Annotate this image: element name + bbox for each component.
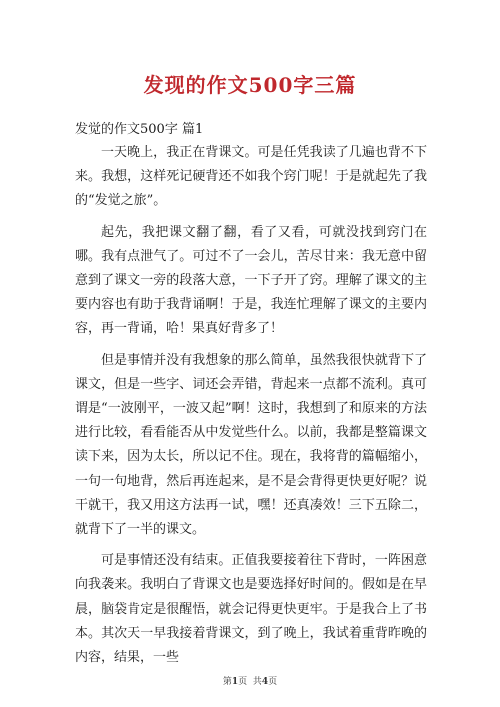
footer-mid: 页 共: [238, 677, 262, 687]
article-body: [75, 141, 427, 677]
footer-current-page: 1: [231, 677, 239, 687]
footer-suffix: 页: [268, 677, 278, 687]
footer-total-pages: 4: [261, 677, 269, 687]
document-title: 发现的作文500字三篇: [143, 73, 357, 97]
footer-prefix: 第: [222, 677, 232, 687]
paragraph-3: 但是事情并没有我想象的那么简单，虽然我很快就背下了课文，但是一些字、词还会弄错，背起来一点都不流利。真可谓是“一波刚平，一波又起”啊！这时，我想到了和原来的方法进行比较，看看能否从中发觉些什么。以前，我都是整篇课文读下来，因为太长，所以记不住。现在，我将背的篇幅缩小，一句一句地背，然后再连起来，是不是会背得更快更好呢？说干就干，我又用这方法再一试，嘿！还真凑效！三下五除二，就背下了一半的课文。: [75, 352, 427, 538]
paragraph-4: 可是事情还没有结束。正值我要接着往下背时，一阵困意向我袭来。我明白了背课文也是要选择好时间的。假如是在早晨，脑袋肯定是很醒悟，就会记得更快更牢。于是我合上了书本。其次天一早我接着背课文，到了晚上，我试着重背昨晚的内容，结果，一些: [75, 553, 427, 666]
paragraph-1: 一天晚上，我正在背课文。可是任凭我读了几遍也背不下来。我想，这样死记硬背还不如我个窍门呢！于是就起先了我的“发觉之旅”。: [75, 145, 427, 209]
section-heading: 发觉的作文500字 篇1: [75, 122, 204, 137]
page-number-footer: [0, 674, 500, 687]
paragraph-2: 起先，我把课文翻了翻，看了又看，可就没找到窍门在哪。我有点泄气了。可过不了一会儿，苦尽甘来：我无意中留意到了课文一旁的段落大意，一下子开了窍。理解了课文的主要内容也有助于我背诵啊！于是，我连忙理解了课文的主要内容，再一背诵，哈！果真好背多了！: [75, 224, 427, 337]
